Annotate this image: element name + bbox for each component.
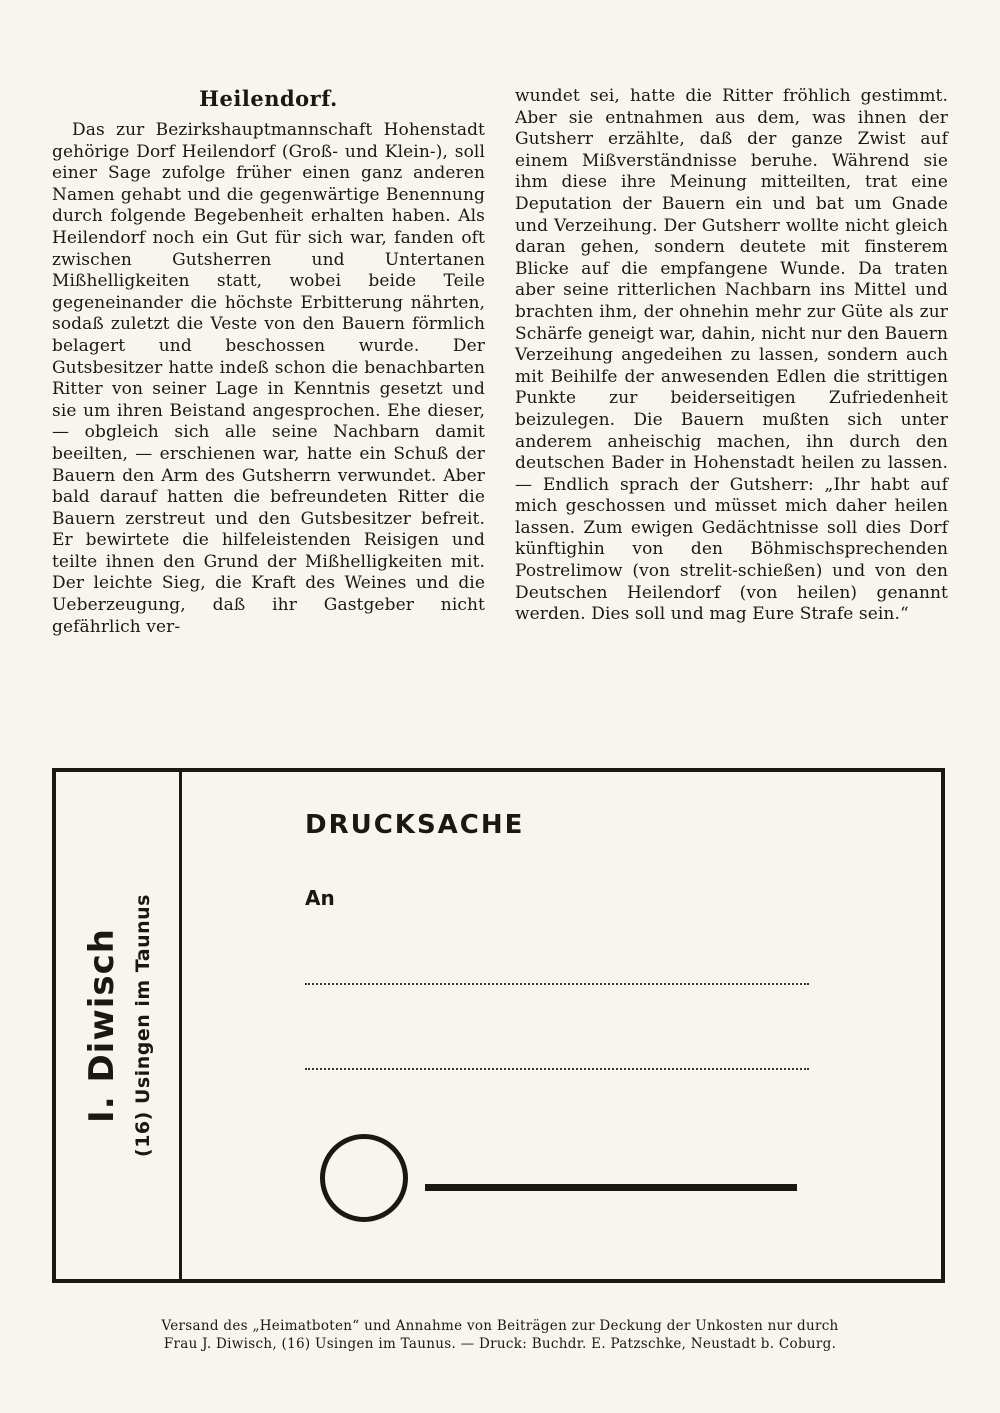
article-text-left: Das zur Bezirkshauptmannschaft Hohenstadt gehörige Dorf Heilendorf (Groß- und Klein-), soll einer Sage zufolge früher einen ganz anderen Namen gehabt und die gegenwärtige Benennung durch folgende Begebenheit erhalten haben. Als Heilendorf noch ein Gut für sich war, fanden oft zwischen Gutsherren und Untertanen Mißhelligkeiten statt, wobei beide Teile gegeneinander die höchste Erbitterung nährten, sodaß zuletzt die Veste von den Bauern förmlich belagert und beschossen wurde. Der Gutsbesitzer hatte indeß schon die benachbarten Ritter von seiner Lage in Kenntnis gesetzt und sie um ihren Beistand angesprochen. Ehe dieser, — obgleich sich alle seine Nachbarn damit beeilten, — erschienen war, hatte ein Schuß der Bauern den Arm des Gutsherrn verwundet. Aber bald darauf hatten die befreundeten Ritter die Bauern zerstreut und den Gutsbesitzer befreit. Er bewirtete die hilfeleistenden Reisigen und teilte ihnen den Grund der Mißhelligkeiten mit. Der leichte Sieg, die Kraft des Weines und die Ueberzeugung, daß ihr Gastgeber nicht gefährlich ver- [52,120,485,637]
address-dotted-line-2 [305,1068,809,1070]
footer [0,1318,1000,1353]
footer-line-1: Versand des „Heimatboten“ und Annahme von Beiträgen zur Deckung der Unkosten nur durch [161,1318,839,1334]
mail-label-box [52,768,945,1283]
sender-strip [56,772,182,1279]
article-title: Heilendorf. [199,86,338,111]
postmark-circle [320,1134,408,1222]
footer-line-2: Frau J. Diwisch, (16) Usingen im Taunus. — Druck: Buchdr. E. Patzschke, Neustadt b. Coburg. [163,1335,837,1352]
drucksache-heading: DRUCKSACHE [305,810,525,840]
mail-label-main [182,772,941,1279]
article [52,86,948,638]
sender-name: I. Diwisch [81,928,122,1123]
article-column-left [52,86,485,638]
article-text-right: wundet sei, hatte die Ritter fröhlich gestimmt. Aber sie entnahmen aus dem, was ihnen der Gutsherr erzählte, daß der ganze Zwist auf einem Mißverständnisse beruhe. Während sie ihm diese ihre Meinung mitteilten, trat eine Deputation der Bauern ein und bat um Gnade und Verzeihung. Der Gutsherr wollte nicht gleich daran gehen, sondern deutete mit finsterem Blicke auf die empfangene Wunde. Da traten aber seine ritterlichen Nachbarn ins Mittel und brachten ihm, der ohnehin mehr zur Güte als zur Schärfe geneigt war, dahin, nicht nur den Bauern Verzeihung angedeihen zu lassen, sondern auch mit Beihilfe der anwesenden Edlen die strittigen Punkte zur beiderseitigen Zufriedenheit beizulegen. Die Bauern mußten sich unter anderem anheischig machen, ihn durch den deutschen Bader in Hohenstadt heilen zu lassen. — Endlich sprach der Gutsherr: „Ihr habt auf mich geschossen und müsset mich daher heilen lassen. Zum ewigen Gedächtnisse soll dies Dorf künftighin von den Böhmischsprechenden Postrelimow (von strelit-schießen) und von den Deutschen Heilendorf (von heilen) genannt werden. Dies soll und mag Eure Strafe sein.“ [515,86,948,625]
article-column-right [515,86,948,638]
addressee-label: An [305,886,335,910]
address-dotted-line-1 [305,983,809,985]
address-rule [425,1184,797,1191]
sender-address: (16) Usingen im Taunus [131,894,154,1157]
